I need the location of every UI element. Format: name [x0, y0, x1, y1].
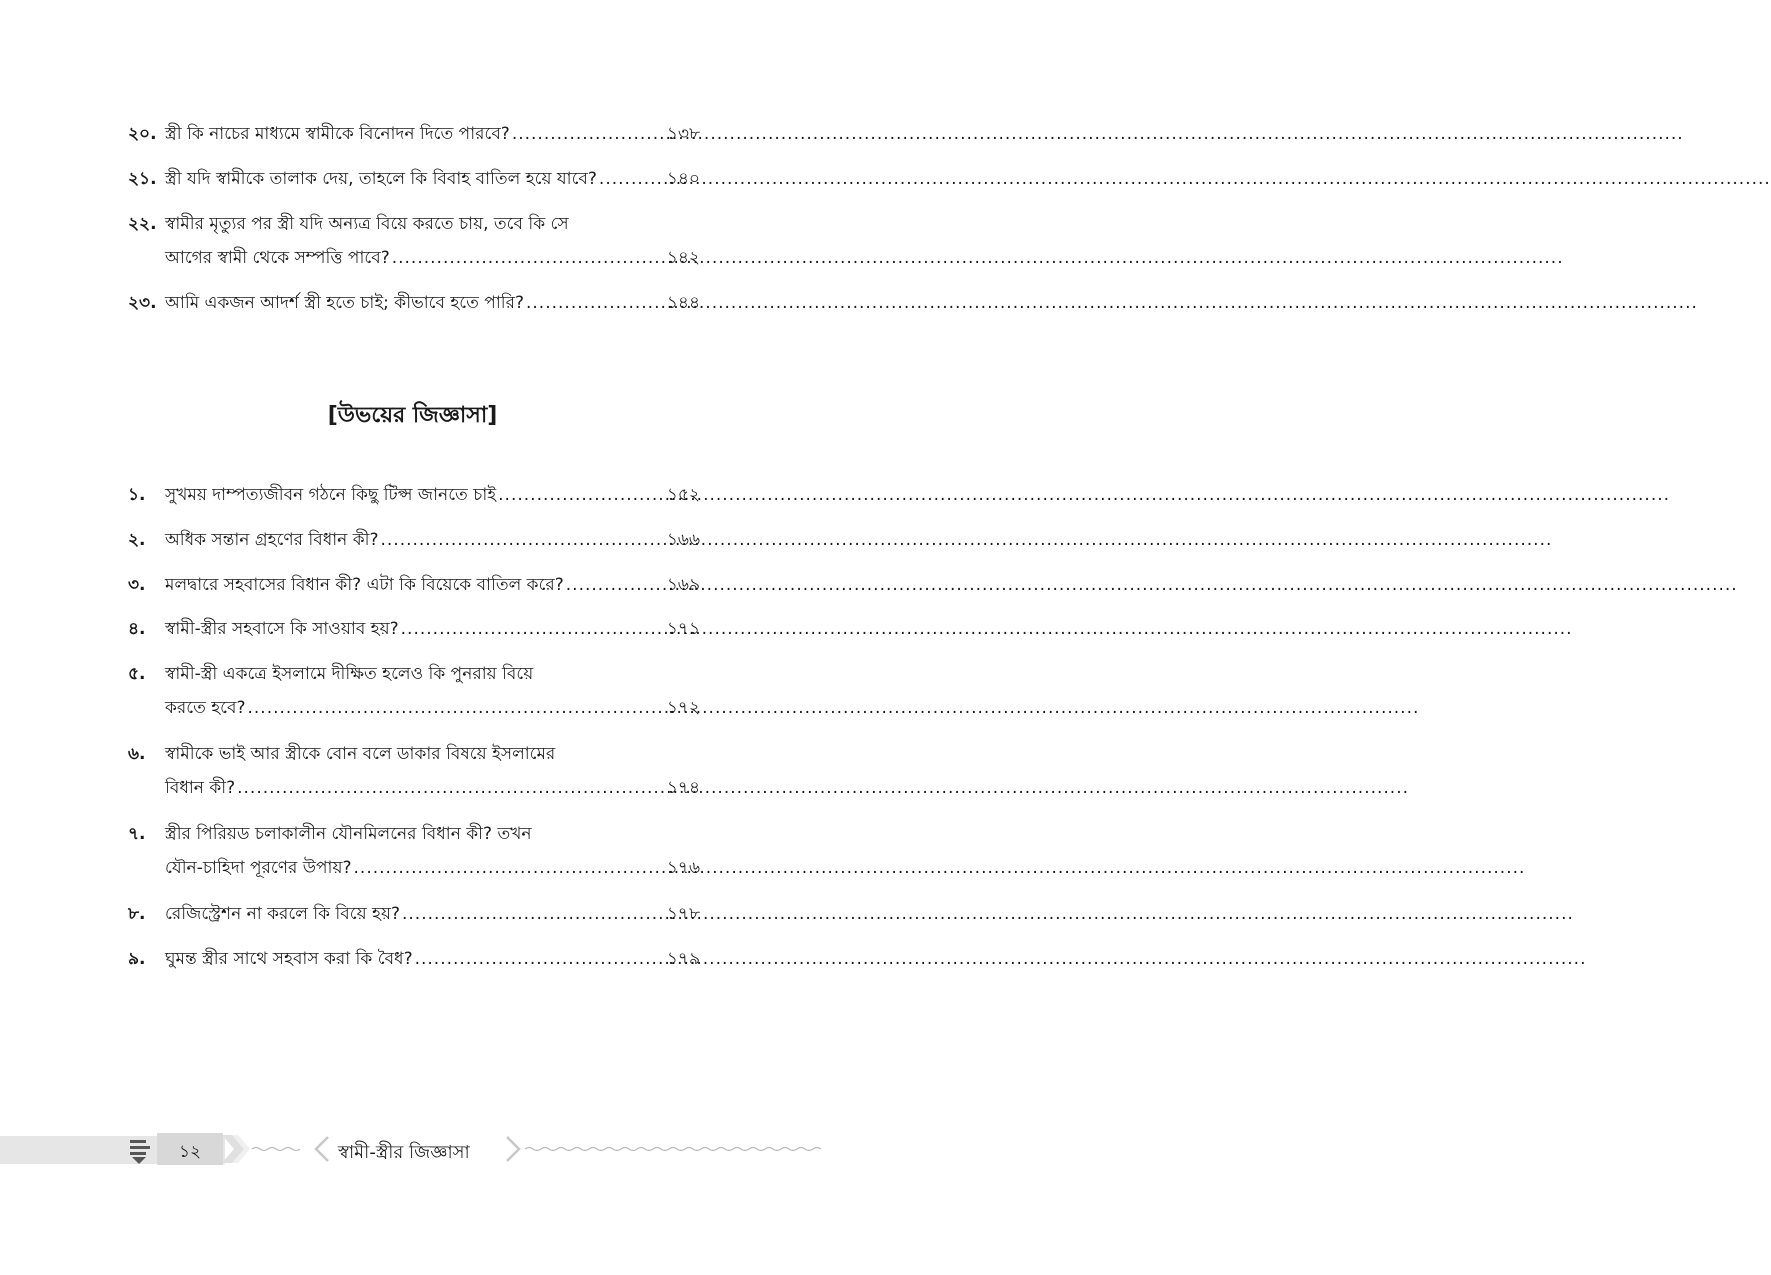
- section-heading: [উভয়ের জিজ্ঞাসা]: [327, 403, 498, 428]
- entry-number: ৯.: [128, 949, 146, 969]
- entry-title-cont: বিধান কী?: [165, 778, 236, 798]
- publisher-logo-icon: [128, 1136, 154, 1164]
- entry-title: স্বামী-স্ত্রী একত্রে ইসলামে দীক্ষিত হলেও কি পুনরায় বিয়ে: [165, 664, 534, 684]
- footer-ornament-right: [503, 1135, 825, 1163]
- entry-page: ১৭৬: [666, 858, 700, 878]
- entry-number: ২.: [128, 530, 146, 550]
- entry-page: ১৬৬: [666, 530, 700, 550]
- entry-number: ৩.: [128, 575, 146, 595]
- entry-title: রেজিস্ট্রেশন না করলে কি বিয়ে হয়?: [165, 904, 400, 924]
- entry-page: ১৭১: [666, 619, 700, 639]
- entry-title-cont: আগের স্বামী থেকে সম্পত্তি পাবে?: [165, 248, 390, 268]
- entry-number: ২০.: [128, 124, 157, 144]
- entry-number: ৫.: [128, 664, 146, 684]
- entry-number: ২২.: [128, 214, 157, 234]
- entry-page: ১৬৯: [666, 575, 700, 595]
- entry-number: ১.: [128, 485, 146, 505]
- entry-number: ২৩.: [128, 293, 157, 313]
- entry-title: অধিক সন্তান গ্রহণের বিধান কী?: [165, 530, 379, 550]
- entry-title: স্ত্রী কি নাচের মাধ্যমে স্বামীকে বিনোদন দিতে পারবে?: [165, 124, 510, 144]
- entry-title: সুখময় দাম্পত্যজীবন গঠনে কিছু টিপ্স জানতে চাই: [165, 485, 497, 505]
- entry-title: আমি একজন আদর্শ স্ত্রী হতে চাই; কীভাবে হতে পারি?: [165, 293, 524, 313]
- entry-number: ২১.: [128, 169, 157, 189]
- entry-number: ৮.: [128, 904, 146, 924]
- entry-page: ১৪৪: [666, 293, 700, 313]
- entry-title: মলদ্বারে সহবাসের বিধান কী? এটা কি বিয়েকে বাতিল করে?: [165, 575, 564, 595]
- entry-title: স্ত্রীর পিরিয়ড চলাকালীন যৌনমিলনের বিধান কী? তখন: [165, 824, 532, 844]
- entry-page: ১৪২: [666, 248, 700, 268]
- entry-page: ১৫২: [666, 485, 700, 505]
- entry-title: স্বামীকে ভাই আর স্ত্রীকে বোন বলে ডাকার বিষয়ে ইসলামের: [165, 744, 556, 764]
- footer-ornament-left: [222, 1135, 332, 1163]
- entry-page: ১৭২: [666, 698, 700, 718]
- entry-title-cont: করতে হবে?: [165, 698, 246, 718]
- entry-number: ৬.: [128, 744, 146, 764]
- entry-title: স্বামী-স্ত্রীর সহবাসে কি সাওয়াব হয়?: [165, 619, 399, 639]
- entry-number: ৪.: [128, 619, 146, 639]
- entry-title: স্বামীর মৃত্যুর পর স্ত্রী যদি অন্যত্র বিয়ে করতে চায়, তবে কি সে: [165, 214, 569, 234]
- entry-page: ১৪০: [666, 169, 700, 189]
- entry-number: ৭.: [128, 824, 146, 844]
- entry-page: ১৩৮: [666, 124, 700, 144]
- footer-page-number: ১২: [178, 1142, 202, 1162]
- footer-book-title: স্বামী-স্ত্রীর জিজ্ঞাসা: [338, 1142, 470, 1163]
- entry-page: ১৭৮: [666, 904, 700, 924]
- entry-page: ১৭৪: [666, 778, 700, 798]
- page-footer: [0, 1133, 825, 1165]
- entry-title: ঘুমন্ত স্ত্রীর সাথে সহবাস করা কি বৈধ?: [165, 949, 413, 969]
- entry-title: স্ত্রী যদি স্বামীকে তালাক দেয়, তাহলে কি বিবাহ বাতিল হয়ে যাবে?: [165, 169, 597, 189]
- entry-title-cont: যৌন-চাহিদা পূরণের উপায়?: [165, 858, 352, 878]
- entry-page: ১৭৯: [666, 949, 700, 969]
